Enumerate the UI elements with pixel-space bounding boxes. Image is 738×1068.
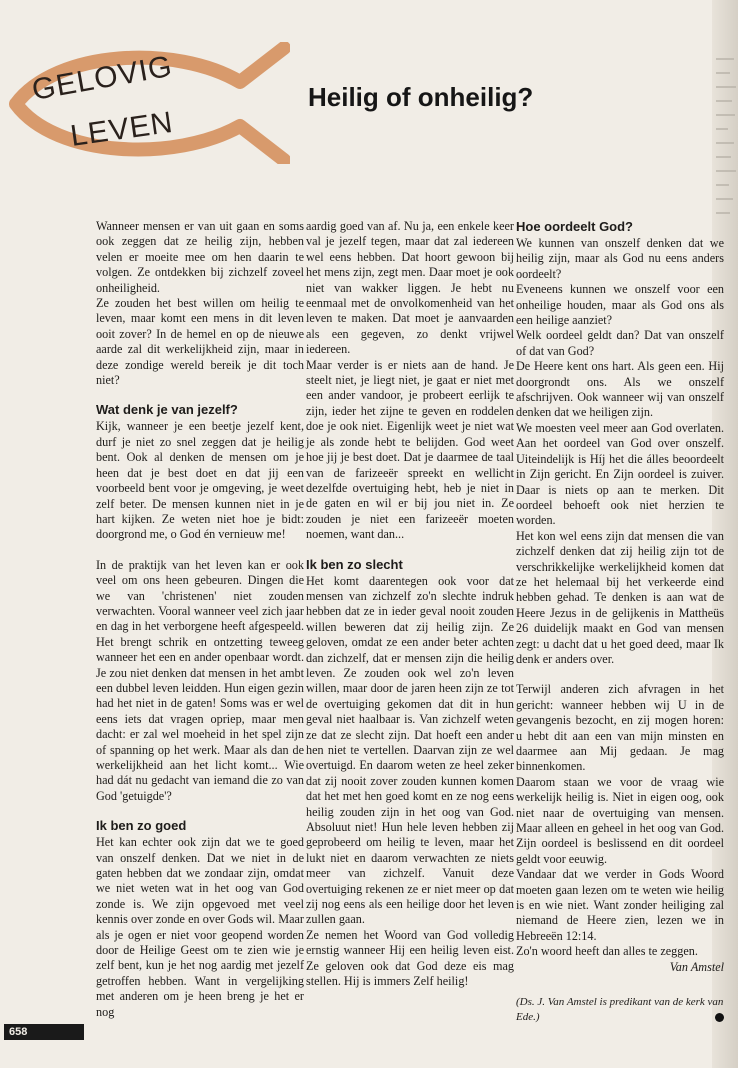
paragraph-col3-2: Eveneens kunnen we onszelf voor een onheilige houden, maar als God ons als een heilige aanziet?	[516, 282, 724, 328]
paragraph-col3-5: We moesten veel meer aan God overlaten. Aan het oordeel van God over onszelf. Uiteindelijk is Híj het die álles beoordeelt in Zijn gericht. En Zijn oordeel is zuiver. Daar is niets op aan te merken. Dit oordeel behoeft ook niet herzien te worden.	[516, 420, 724, 528]
intro-paragraph-1: Wanneer mensen er van uit gaan en soms ook zeggen dat ze heilig zijn, hebben velen er moeite mee om hen daarin te volgen. Ze ontdekken bij zichzelf zoveel onheiligheid.	[96, 219, 304, 295]
end-mark-icon	[715, 1013, 724, 1022]
author-signature: Van Amstel	[669, 959, 724, 974]
logo-line1: GELOVIG	[29, 49, 176, 107]
paragraph-col2-2: Maar verder is er niets aan de hand. Je steelt niet, je liegt niet, je gaat er niet met een ander vandoor, je probeert eerlijk te zijn, ieder het zijne te geven en roddelen doe je ook niet. Eigenlijk weet je niet wat je als zonde hebt te belijden. God weet hoe jij je best doet. Dat je daarmee de taal van de farizeeër spreekt en wellicht dezelfde overtuiging hebt, heb je niet in de gaten en wil er bij jou niet in. Ze zouden je niet een farizeeër moeten noemen, want dan...	[306, 357, 514, 542]
page-title: Heilig of onheilig?	[308, 82, 534, 112]
author-note	[516, 995, 724, 1025]
paragraph-col3-3: Welk oordeel geldt dan? Dat van onszelf of dat van God?	[516, 328, 724, 358]
heading-hoe-oordeelt-god: Hoe oordeelt God?	[516, 219, 633, 234]
paragraph-col2-4: Ze nemen het Woord van God volledig ernstig wanneer Hij een heilig leven eist. Ze geloven ook dat God deze eis mag stellen. Hij is immers Zelf heilig!	[306, 927, 514, 989]
paragraph-col2-1: aardig goed van af. Nu ja, een enkele keer val je jezelf tegen, maar dat zal iedereen wel eens hebben. Dat hoort gewoon bij het mens zijn, zegt men. Daar moet je ook niet van wakker liggen. Je hebt nu eenmaal met de onvolkomenheid van het leven te maken. Dat moet je aanvaarden als een gegeven, zo denkt vrijwel iedereen.	[306, 219, 514, 357]
intro-paragraph-2: Ze zouden het best willen om heilig te leven, maar komt een mens in dit leven ooit zover? In de hemel en op de nieuwe aarde zal dit werkelijkheid zijn, maar in deze zondige wereld bereik je dit toch niet?	[96, 296, 304, 388]
paragraph-jezelf: Kijk, wanneer je een beetje jezelf kent, durf je niet zo snel zeggen dat je heilig bent. Ook al denken de mensen om je heen dat je best doet en dat jij een voorbeeld bent voor je omgeving, je weet zelf beter. De mensen kunnen niet in je hart kijken. Ze weten niet hoe je bidt: doorgrond me, o God én vernieuw me!	[96, 419, 304, 542]
heading-ik-ben-zo-slecht: Ik ben zo slecht	[306, 556, 403, 572]
paragraph-col3-7: Terwijl anderen zich afvragen in het gericht: wanneer hebben wij U in de gevangenis bezocht, en zij mogen horen: u hebt dit aan een van mijn minsten en daarmee aan Mij gedaan. Je mag binnenkomen.	[516, 682, 724, 774]
gelovig-leven-fish-logo	[8, 42, 290, 164]
page-number: 658	[9, 1026, 28, 1038]
author-note-text: (Ds. J. Van Amstel is predikant van de kerk van Ede.)	[516, 996, 724, 1024]
paragraph-col3-9: Vandaar dat we verder in Gods Woord moeten gaan lezen om te weten wie heilig is en wie niet. Want zonder heiliging zal niemand de Heere zien, lezen we in Hebreeën 12:14.	[516, 867, 724, 943]
paragraph-praktijk: In de praktijk van het leven kan er ook veel om ons heen gebeuren. Dingen die we van 'christenen' niet zouden verwachten. Vooral wanneer veel zich jaar en dag in het verborgene heeft afgespeeld. Het brengt schrik en ontzetting teweeg wanneer het een en ander openbaar wordt. Je zou niet denken dat mensen in het ambt een dubbel leven leidden. Hun eigen gezin had het niet in de gaten! Soms was er wel eens iets dat vragen opriep, maar men dacht: er zal wel moeheid in het spel zijn of spanning op het werk. Maar als dan de werkelijkheid aan het licht komt... Wie had dát nu gedacht van iemand die zo van God 'getuigde'?	[96, 557, 304, 803]
logo-line2: LEVEN	[68, 105, 176, 153]
column-2	[306, 219, 514, 990]
paragraph-col3-6: Het kon wel eens zijn dat mensen die van zichzelf denken dat zij heilig zijn tot de verschrikkelijke werkelijkheid komen dat ze het helemaal bij het verkeerde eind hebben gehad. Te denken is aan wat de Heere Jezus in de gelijkenis in Mattheüs 26 duidelijk maakt en God van mensen zegt: u dacht dat u het goed deed, maar Ik denk er anders over.	[516, 528, 724, 666]
paragraph-col3-1: We kunnen van onszelf denken dat we heilig zijn, maar als God nu eens anders oordeelt?	[516, 236, 724, 281]
page-number-bar	[4, 1024, 84, 1040]
paragraph-goed: Het kan echter ook zijn dat we te goed van onszelf denken. Dat we niet in de gaten hebben dat we zondaar zijn, omdat we niet weten wat in het oog van God zonde is. We zijn opgevoed met veel kennis over zonde en over Gods wil. Maar als je ogen er niet voor geopend worden door de Heilige Geest om te zien wie je zelf bent, kun je het nog aardig met jezelf getroffen hebben. Want in vergelijking met anderen om je heen breng je het er nog	[96, 835, 304, 1019]
heading-wat-denk-je: Wat denk je van jezelf?	[96, 402, 238, 418]
paragraph-col3-4: De Heere kent ons hart. Als geen een. Hij doorgrondt ons. Als we onszelf afschrijven. Ook wanneer wij van onszelf denken dat we heiligen zijn.	[516, 359, 724, 420]
paragraph-col3-10: Zo'n woord heeft dan alles te zeggen.	[516, 944, 698, 959]
paragraph-col3-8: Daarom staan we voor de vraag wie werkelijk heilig is. Niet in eigen oog, ook niet naar de overtuiging van mensen. Maar alleen en geheel in het oog van God. Zijn oordeel is beslissend en dit oordeel geldt voor eeuwig.	[516, 774, 724, 866]
heading-ik-ben-zo-goed: Ik ben zo goed	[96, 818, 187, 834]
column-3	[516, 219, 724, 1025]
column-1	[96, 219, 304, 1020]
paragraph-col2-3: Het komt daarentegen ook voor dat mensen van zichzelf zo'n slechte indruk hebben dat ze in ieder geval nooit zouden willen beweren dat zij heilig zijn. Ze geloven, omdat ze een ander beter achten dan zichzelf, dat er mensen zijn die heilig leven. Ze zouden ook wel zo'n leven willen, maar door de jaren heen zijn ze tot de overtuiging gekomen dat dit in hun geval niet haalbaar is. Van zichzelf weten ze dat ze slecht zijn. Dat hoeft een ander hen niet te vertellen. Daarvan zijn ze wel overtuigd. En daarom weten ze heel zeker dat zij nooit zover zouden kunnen komen dat het met hen goed komt en ze nog eens heilig zouden zijn in het oog van God. Absoluut niet! Hun hele leven hebben zij geprobeerd om heilig te leven, maar het lukt niet en daarom verwachten ze niets meer van zichzelf. Vanuit deze overtuiging rekenen ze er niet meer op dat zij nog eens als een heilige door het leven zullen gaan.	[306, 573, 514, 927]
